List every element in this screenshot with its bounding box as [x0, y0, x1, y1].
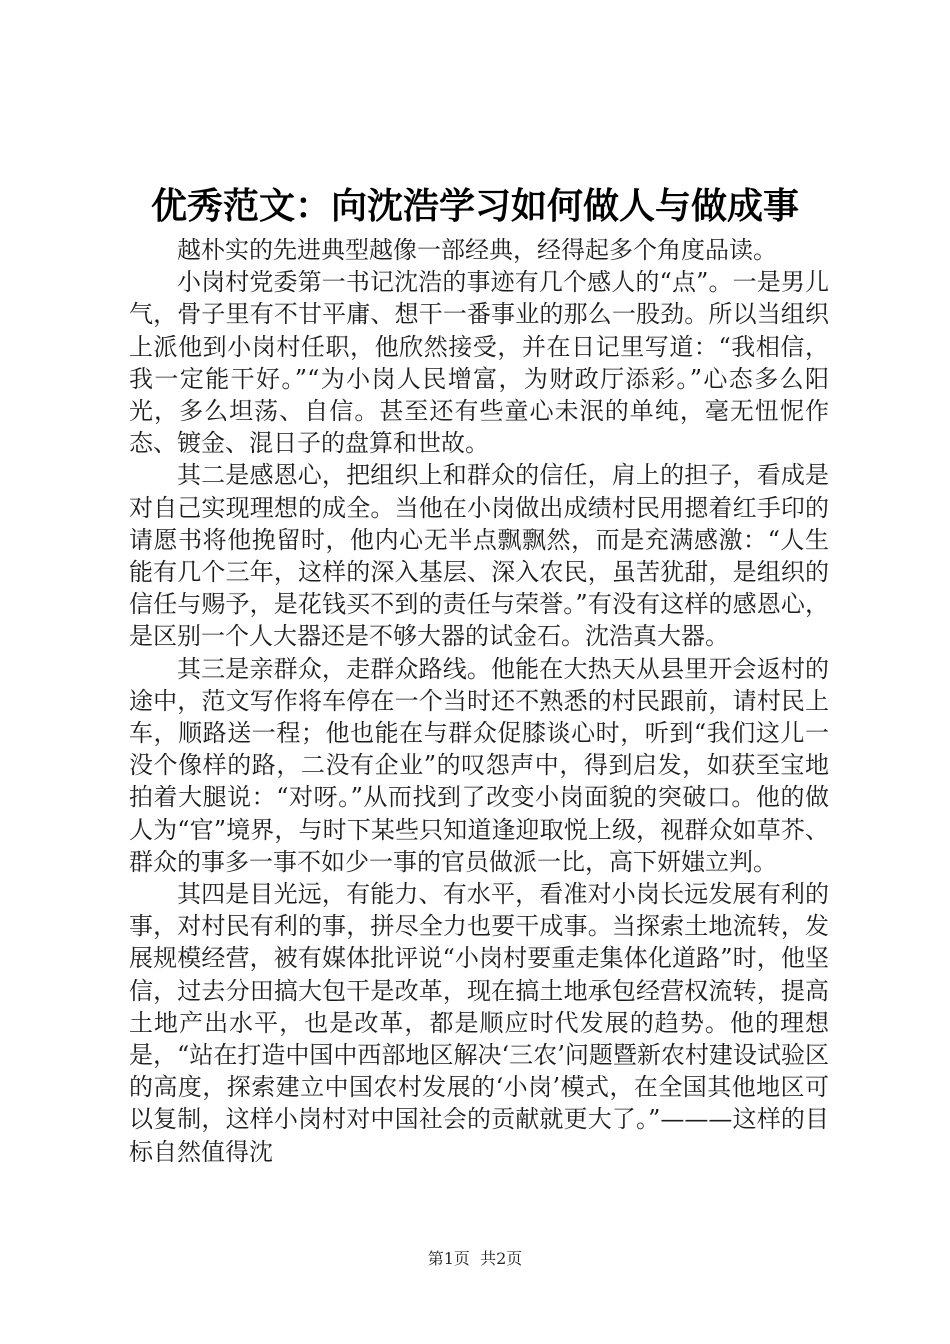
paragraph: 其二是感恩心，把组织上和群众的信任，肩上的担子，看成是对自己实现理想的成全。当他在小岗做出成绩村民用摁着红手印的请愿书将他挽留时，他内心无半点飘飘然，而是充满感激：“人生能有几个三年，这样的深入基层、深入农民，虽苦犹甜，是组织的信任与赐予，是花钱买不到的责任与荣誉。”有没有这样的感恩心，是区别一个人大器还是不够大器的试金石。沈浩真大器。	[129, 461, 829, 651]
paragraph: 其四是目光远，有能力、有水平，看准对小岗长远发展有利的事，对村民有利的事，拼尽全力也要干成事。当探索土地流转，发展规模经营，被有媒体批评说“小岗村要重走集体化道路”时，他坚信，过去分田搞大包干是改革，现在搞土地承包经营权流转，提高土地产出水平，也是改革，都是顺应时代发展的趋势。他的理想是，“站在打造中国中西部地区解决‘三农’问题暨新农村建设试验区的高度，探索建立中国农村发展的‘小岗’模式，在全国其他地区可以复制，这样小岗村对中国社会的贡献就更大了。”———这样的目标自然值得沈	[129, 880, 829, 1166]
paragraph: 小岗村党委第一书记沈浩的事迹有几个感人的“点”。一是男儿气，骨子里有不甘平庸、想干一番事业的那么一股劲。所以当组织上派他到小岗村任职，他欣然接受，并在日记里写道：“我相信，我一定能干好。”“为小岗人民增富，为财政厅添彩。”心态多么阳光，多么坦荡、自信。甚至还有些童心未泯的单纯，毫无忸怩作态、镀金、混日子的盘算和世故。	[129, 268, 829, 458]
paragraph: 越朴实的先进典型越像一部经典，经得起多个角度品读。	[177, 236, 777, 264]
paragraph: 其三是亲群众，走群众路线。他能在大热天从县里开会返村的途中，范文写作将车停在一个当时还不熟悉的村民跟前，请村民上车，顺路送一程；他也能在与群众促膝谈心时，听到“我们这儿一没个像样的路，二没有企业”的叹怨声中，得到启发，如获至宝地拍着大腿说：“对呀。”从而找到了改变小岗面貌的突破口。他的做人为“官”境界，与时下某些只知道逢迎取悦上级，视群众如草芥、群众的事多一事不如少一事的官员做派一比，高下妍媸立判。	[129, 654, 829, 876]
document-body	[129, 234, 829, 1168]
document-title: 优秀范文：向沈浩学习如何做人与做成事	[150, 186, 799, 227]
page-number: 第1页	[427, 1249, 470, 1268]
page-footer	[0, 1248, 950, 1270]
page-total: 共2页	[480, 1249, 523, 1268]
